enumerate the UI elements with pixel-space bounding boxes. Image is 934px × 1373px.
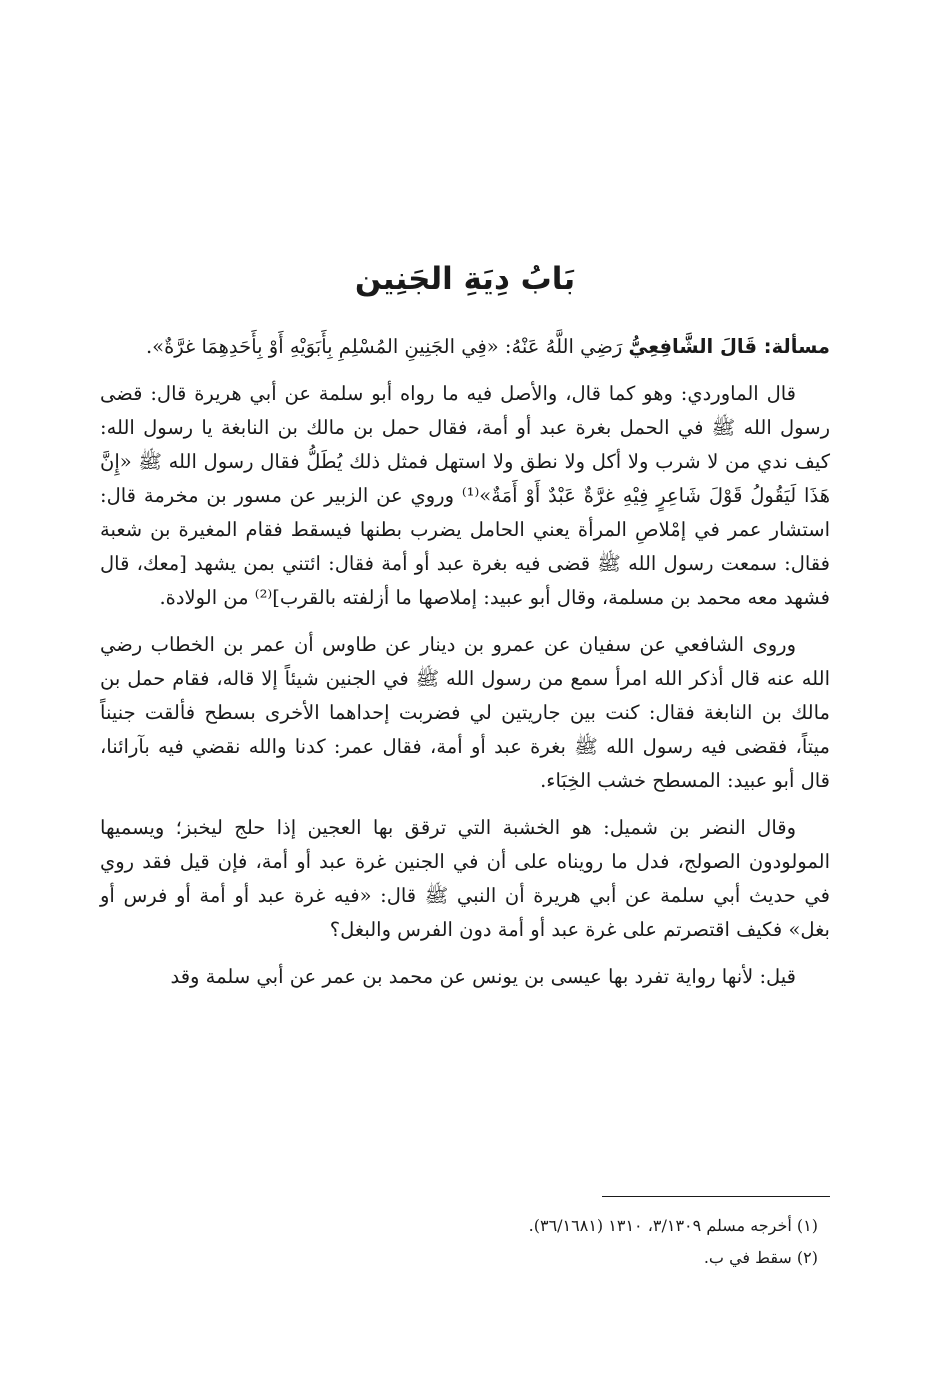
footnotes bbox=[100, 1210, 830, 1274]
paragraph-nadr-ibn-shumayl: وقال النضر بن شميل: هو الخشبة التي ترقق بها العجين إذا حلج ليخبز؛ ويسميها المولودون الصولج، فدل ما رويناه على أن في الجنين غرة عبد أو أمة، فإن قيل فقد روي في حديث أبي سلمة عن أبي هريرة أن النبي ﷺ قال: «فيه غرة عبد أو أمة أو فرس أو بغل» فكيف اقتصرتم على غرة عبد أو أمة دون الفرس والبغل؟ bbox=[100, 816, 830, 941]
issue-paragraph bbox=[100, 330, 830, 364]
issue-heading: مسألة: قَالَ الشَّافِعِيُّ bbox=[628, 335, 830, 358]
footnote-1: (١) أخرجه مسلم ٣/١٣٠٩، ١٣١٠ (٣٦/١٦٨١). bbox=[528, 1216, 818, 1235]
chapter-title: بَابُ دِيَةِ الجَنِين bbox=[354, 260, 576, 297]
footnote-divider bbox=[602, 1196, 830, 1197]
main-text bbox=[100, 330, 830, 1007]
paragraph-reply: قيل: لأنها رواية تفرد بها عيسى بن يونس عن محمد بن عمر عن أبي سلمة وقد bbox=[170, 965, 796, 988]
book-page bbox=[100, 0, 830, 1373]
footnote-2: (٢) سقط في ب. bbox=[703, 1248, 818, 1267]
paragraph-mawardi: قال الماوردي: وهو كما قال، والأصل فيه ما رواه أبو سلمة عن أبي هريرة قال: قضى رسول الله ﷺ في الحمل بغرة عبد أو أمة، فقال حمل بن مالك بن النابغة يا رسول الله: كيف ندي من لا شرب ولا أكل ولا نطق ولا استهل فمثل ذلك يُطَلُّ فقال رسول الله ﷺ «إِنَّ هَذَا لَيَقُولُ قَوْلَ شَاعِرٍ فِيْهِ غرَّةٌ عَبْدٌ أَوْ أَمَةٌ»⁽¹⁾ وروي عن الزبير عن مسور بن مخرمة قال: استشار عمر في إمْلاصِ المرأة يعني الحامل يضرب بطنها فيسقط فقام المغيرة بن شعبة فقال: سمعت رسول الله ﷺ قضى فيه بغرة عبد أو أمة فقال: ائتني بمن يشهد [معك، قال فشهد معه محمد بن مسلمة، وقال أبو عبيد: إملاصها ما أزلفته بالقرب]⁽²⁾ من الولادة. bbox=[100, 382, 830, 609]
paragraph-shafii-narration: وروى الشافعي عن سفيان عن عمرو بن دينار عن طاوس أن عمر بن الخطاب رضي الله عنه قال أذكر الله امرأ سمع من رسول الله ﷺ في الجنين شيئاً إلا قاله، فقام حمل بن مالك بن النابغة فقال: كنت بين جاريتين لي فضربت إحداهما الأخرى بسطح فألقت جنيناً ميتاً، فقضى فيه رسول الله ﷺ بغرة عبد أو أمة، فقال عمر: كدنا والله نقضي فيه بآرائنا، قال أبو عبيد: المسطح خشب الخِبَاء. bbox=[100, 633, 830, 792]
issue-text: رَضِي اللَّهُ عَنْهُ: «فِي الجَنِينِ المُسْلِمِ بِأَبَوَيْهِ أَوْ بِأَحَدِهِمَا غرَّةٌ». bbox=[145, 335, 623, 358]
